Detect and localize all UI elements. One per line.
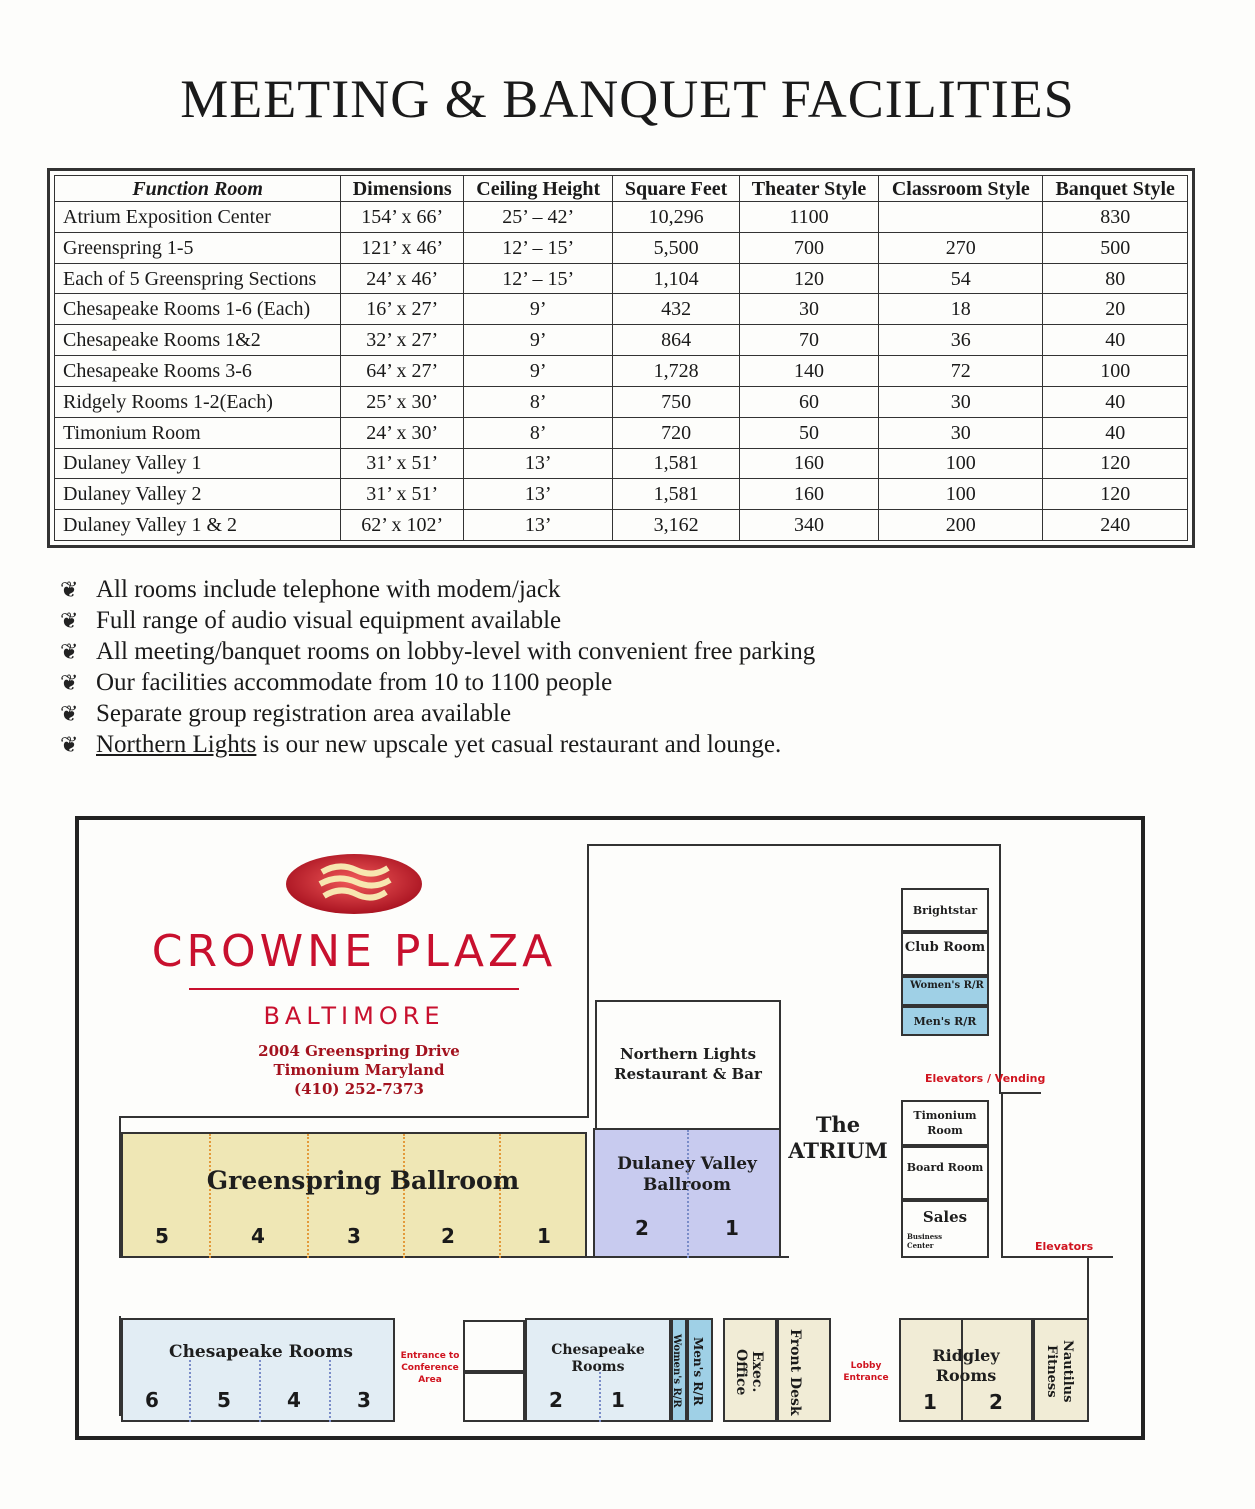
table-cell: 100 bbox=[1043, 356, 1188, 387]
sales-business-center[interactable] bbox=[901, 1200, 989, 1258]
womens-restroom-right[interactable] bbox=[901, 976, 989, 1006]
storage-room-lower bbox=[463, 1372, 525, 1422]
amenity-item bbox=[60, 698, 815, 729]
function-room-cell: Timonium Room bbox=[55, 417, 341, 448]
chesapeake-room-6: 6 bbox=[145, 1388, 159, 1412]
column-header: Function Room bbox=[55, 176, 341, 202]
timonium-room[interactable] bbox=[901, 1100, 989, 1146]
table-cell: 40 bbox=[1043, 325, 1188, 356]
chesapeake-room-2: 2 bbox=[549, 1388, 563, 1412]
table-cell: 13’ bbox=[464, 510, 613, 541]
nautilus-fitness-label: Nautilus Fitness bbox=[1044, 1339, 1075, 1403]
front-desk[interactable] bbox=[777, 1318, 831, 1422]
wall bbox=[587, 844, 589, 1118]
greenspring-ballroom-label: Greenspring Ballroom bbox=[206, 1166, 520, 1195]
table-cell: 1100 bbox=[739, 202, 878, 233]
table-cell: 60 bbox=[739, 386, 878, 417]
dulaney-valley-label: Dulaney Valley Ballroom bbox=[617, 1154, 757, 1195]
column-header: Classroom Style bbox=[879, 176, 1043, 202]
table-cell: 72 bbox=[879, 356, 1043, 387]
scroll-ornament-icon: ❦ bbox=[60, 638, 79, 664]
table-cell: 24’ x 30’ bbox=[341, 417, 464, 448]
table-cell: 200 bbox=[879, 510, 1043, 541]
exec-office-label: Exec. Office bbox=[733, 1348, 765, 1396]
table-cell bbox=[879, 202, 1043, 233]
womens-rr-label: Women's R/R bbox=[671, 1334, 682, 1408]
function-room-cell: Dulaney Valley 1 bbox=[55, 448, 341, 479]
table-row bbox=[55, 386, 1188, 417]
table-cell: 13’ bbox=[464, 479, 613, 510]
table-cell: 121’ x 46’ bbox=[341, 232, 464, 263]
ridgley-room-1: 1 bbox=[923, 1390, 937, 1414]
dulaney-section-1: 1 bbox=[725, 1216, 739, 1240]
brand-name: CROWNE PLAZA bbox=[151, 926, 557, 977]
facilities-table-frame bbox=[47, 168, 1195, 548]
table-row bbox=[55, 202, 1188, 233]
wall bbox=[1001, 1256, 1113, 1258]
table-cell: 80 bbox=[1043, 263, 1188, 294]
wall bbox=[999, 1092, 1041, 1094]
nautilus-fitness[interactable] bbox=[1033, 1318, 1089, 1422]
amenity-text: All meeting/banquet rooms on lobby-level with convenient free parking bbox=[96, 637, 816, 665]
greenspring-ballroom[interactable] bbox=[121, 1132, 587, 1258]
scroll-ornament-icon: ❦ bbox=[60, 731, 79, 757]
function-room-cell: Greenspring 1-5 bbox=[55, 232, 341, 263]
wall bbox=[119, 1116, 589, 1118]
table-cell: 5,500 bbox=[613, 232, 739, 263]
mens-restroom-right[interactable] bbox=[901, 1006, 989, 1036]
mens-rr-right-label: Men's R/R bbox=[913, 1015, 977, 1028]
table-cell: 70 bbox=[739, 325, 878, 356]
table-cell: 31’ x 51’ bbox=[341, 479, 464, 510]
table-cell: 500 bbox=[1043, 232, 1188, 263]
table-cell: 18 bbox=[879, 294, 1043, 325]
amenity-item bbox=[60, 667, 815, 698]
column-header: Square Feet bbox=[613, 176, 739, 202]
table-cell: 1,728 bbox=[613, 356, 739, 387]
table-cell: 340 bbox=[739, 510, 878, 541]
table-cell: 140 bbox=[739, 356, 878, 387]
sales-label: Sales bbox=[922, 1208, 968, 1226]
greenspring-section-3: 3 bbox=[347, 1224, 361, 1248]
chesapeake-right-label: Chesapeake Rooms bbox=[551, 1342, 645, 1375]
table-cell: 12’ – 15’ bbox=[464, 232, 613, 263]
table-cell: 1,581 bbox=[613, 479, 739, 510]
chesapeake-rooms-1-2[interactable] bbox=[525, 1318, 671, 1422]
table-cell: 1,104 bbox=[613, 263, 739, 294]
function-room-cell: Chesapeake Rooms 1&2 bbox=[55, 325, 341, 356]
scroll-ornament-icon: ❦ bbox=[60, 700, 79, 726]
table-cell: 54 bbox=[879, 263, 1043, 294]
table-row bbox=[55, 325, 1188, 356]
table-cell: 12’ – 15’ bbox=[464, 263, 613, 294]
table-cell: 25’ – 42’ bbox=[464, 202, 613, 233]
table-cell: 120 bbox=[739, 263, 878, 294]
address-line-1: 2004 Greenspring Drive bbox=[258, 1042, 460, 1060]
table-cell: 10,296 bbox=[613, 202, 739, 233]
function-room-cell: Chesapeake Rooms 1-6 (Each) bbox=[55, 294, 341, 325]
wall bbox=[999, 844, 1001, 1094]
table-cell: 3,162 bbox=[613, 510, 739, 541]
amenities-list bbox=[60, 574, 815, 760]
table-cell: 40 bbox=[1043, 417, 1188, 448]
greenspring-section-1: 1 bbox=[537, 1224, 551, 1248]
page-title: MEETING & BANQUET FACILITIES bbox=[180, 69, 1075, 129]
function-room-cell: Chesapeake Rooms 3-6 bbox=[55, 356, 341, 387]
address-line-2: Timonium Maryland bbox=[273, 1061, 445, 1079]
table-cell: 36 bbox=[879, 325, 1043, 356]
table-cell: 25’ x 30’ bbox=[341, 386, 464, 417]
table-header-row bbox=[55, 176, 1188, 202]
table-row bbox=[55, 448, 1188, 479]
elevators-vending-label: Elevators / Vending bbox=[925, 1072, 1046, 1085]
club-room[interactable] bbox=[901, 932, 989, 976]
amenity-item bbox=[60, 605, 815, 636]
amenity-text: All rooms include telephone with modem/jack bbox=[96, 575, 561, 603]
function-room-cell: Dulaney Valley 1 & 2 bbox=[55, 510, 341, 541]
amenity-item bbox=[60, 574, 815, 605]
chesapeake-room-5: 5 bbox=[217, 1388, 231, 1412]
chesapeake-room-4: 4 bbox=[287, 1388, 301, 1412]
table-cell: 120 bbox=[1043, 448, 1188, 479]
table-cell: 160 bbox=[739, 448, 878, 479]
table-cell: 720 bbox=[613, 417, 739, 448]
table-row bbox=[55, 510, 1188, 541]
table-cell: 830 bbox=[1043, 202, 1188, 233]
table-cell: 700 bbox=[739, 232, 878, 263]
storage-room-upper bbox=[463, 1320, 525, 1372]
facilities-table bbox=[54, 175, 1188, 541]
table-row bbox=[55, 263, 1188, 294]
entrance-conference-label: Entrance to Conference Area bbox=[400, 1351, 460, 1385]
amenity-text: is our new upscale yet casual restaurant and lounge. bbox=[256, 730, 782, 758]
table-cell: 1,581 bbox=[613, 448, 739, 479]
table-cell: 40 bbox=[1043, 386, 1188, 417]
brand-city: BALTIMORE bbox=[263, 1002, 445, 1030]
board-room-label: Board Room bbox=[906, 1161, 984, 1174]
lobby-entrance-label[interactable]: Lobby Entrance bbox=[843, 1361, 889, 1383]
table-cell: 50 bbox=[739, 417, 878, 448]
table-cell: 13’ bbox=[464, 448, 613, 479]
exec-office[interactable] bbox=[723, 1318, 777, 1422]
business-center-label: Business Center bbox=[907, 1232, 943, 1250]
atrium-label bbox=[785, 1112, 891, 1164]
mens-restroom[interactable] bbox=[687, 1318, 713, 1422]
atrium-label-line-1: The bbox=[815, 1112, 861, 1137]
table-cell: 16’ x 27’ bbox=[341, 294, 464, 325]
table-cell: 32’ x 27’ bbox=[341, 325, 464, 356]
front-desk-label: Front Desk bbox=[787, 1328, 803, 1416]
brightstar-room[interactable] bbox=[901, 888, 989, 932]
table-cell: 9’ bbox=[464, 325, 613, 356]
greenspring-section-2: 2 bbox=[441, 1224, 455, 1248]
elevators-label: Elevators bbox=[1035, 1240, 1094, 1253]
ridgley-rooms[interactable] bbox=[899, 1318, 1033, 1422]
table-row bbox=[55, 294, 1188, 325]
column-header: Dimensions bbox=[341, 176, 464, 202]
table-row bbox=[55, 356, 1188, 387]
wall bbox=[587, 844, 1001, 846]
floor-plan bbox=[75, 816, 1145, 1440]
function-room-cell: Dulaney Valley 2 bbox=[55, 479, 341, 510]
chesapeake-rooms-3-6[interactable] bbox=[121, 1318, 395, 1422]
chesapeake-left-label: Chesapeake Rooms bbox=[169, 1342, 353, 1362]
table-cell: 9’ bbox=[464, 294, 613, 325]
table-cell: 864 bbox=[613, 325, 739, 356]
table-cell: 30 bbox=[739, 294, 878, 325]
chesapeake-room-1: 1 bbox=[611, 1388, 625, 1412]
brightstar-label: Brightstar bbox=[912, 904, 978, 917]
ridgley-room-2: 2 bbox=[989, 1390, 1003, 1414]
column-header: Theater Style bbox=[739, 176, 878, 202]
function-room-cell: Each of 5 Greenspring Sections bbox=[55, 263, 341, 294]
column-header: Banquet Style bbox=[1043, 176, 1188, 202]
table-cell: 24’ x 46’ bbox=[341, 263, 464, 294]
table-cell: 120 bbox=[1043, 479, 1188, 510]
table-cell: 160 bbox=[739, 479, 878, 510]
brand-divider bbox=[189, 988, 519, 990]
club-room-label: Club Room bbox=[904, 940, 986, 955]
table-cell: 30 bbox=[879, 417, 1043, 448]
board-room[interactable] bbox=[901, 1146, 989, 1200]
northern-lights-restaurant[interactable] bbox=[595, 1000, 781, 1130]
amenity-item bbox=[60, 729, 815, 760]
table-cell: 30 bbox=[879, 386, 1043, 417]
column-header: Ceiling Height bbox=[464, 176, 613, 202]
dulaney-section-2: 2 bbox=[635, 1216, 649, 1240]
table-row bbox=[55, 479, 1188, 510]
wall bbox=[1087, 1258, 1089, 1320]
table-cell: 100 bbox=[879, 479, 1043, 510]
dulaney-valley-ballroom[interactable] bbox=[593, 1128, 781, 1258]
table-cell: 8’ bbox=[464, 386, 613, 417]
table-cell: 270 bbox=[879, 232, 1043, 263]
northern-lights-link[interactable]: Northern Lights bbox=[96, 730, 257, 758]
table-cell: 20 bbox=[1043, 294, 1188, 325]
mens-rr-label: Men's R/R bbox=[691, 1336, 705, 1406]
address-block bbox=[209, 1042, 509, 1099]
atrium-label-line-2: ATRIUM bbox=[788, 1138, 888, 1163]
table-row bbox=[55, 417, 1188, 448]
function-room-cell: Ridgely Rooms 1-2(Each) bbox=[55, 386, 341, 417]
amenity-text: Our facilities accommodate from 10 to 1100 people bbox=[96, 668, 613, 696]
table-cell: 8’ bbox=[464, 417, 613, 448]
table-cell: 64’ x 27’ bbox=[341, 356, 464, 387]
scroll-ornament-icon: ❦ bbox=[60, 576, 79, 602]
amenity-item bbox=[60, 636, 815, 667]
table-cell: 62’ x 102’ bbox=[341, 510, 464, 541]
phone-number: (410) 252-7373 bbox=[293, 1080, 424, 1098]
table-cell: 100 bbox=[879, 448, 1043, 479]
wall bbox=[1001, 1092, 1003, 1256]
ridgley-rooms-label: Ridgley Rooms bbox=[932, 1346, 1000, 1385]
greenspring-section-4: 4 bbox=[251, 1224, 265, 1248]
scroll-ornament-icon: ❦ bbox=[60, 607, 79, 633]
amenity-text: Full range of audio visual equipment available bbox=[96, 606, 562, 634]
table-cell: 750 bbox=[613, 386, 739, 417]
chesapeake-room-3: 3 bbox=[357, 1388, 371, 1412]
amenity-text: Separate group registration area available bbox=[96, 699, 512, 727]
table-cell: 9’ bbox=[464, 356, 613, 387]
womens-restroom[interactable] bbox=[671, 1318, 687, 1422]
table-cell: 240 bbox=[1043, 510, 1188, 541]
table-cell: 432 bbox=[613, 294, 739, 325]
function-room-cell: Atrium Exposition Center bbox=[55, 202, 341, 233]
table-row bbox=[55, 232, 1188, 263]
greenspring-section-5: 5 bbox=[155, 1224, 169, 1248]
timonium-room-label: Timonium Room bbox=[913, 1109, 977, 1137]
northern-lights-label: Northern Lights Restaurant & Bar bbox=[614, 1045, 762, 1083]
table-cell: 31’ x 51’ bbox=[341, 448, 464, 479]
table-cell: 154’ x 66’ bbox=[341, 202, 464, 233]
scroll-ornament-icon: ❦ bbox=[60, 669, 79, 695]
womens-rr-right-label: Women's R/R bbox=[910, 980, 984, 991]
crowne-plaza-logo-icon bbox=[284, 850, 424, 918]
